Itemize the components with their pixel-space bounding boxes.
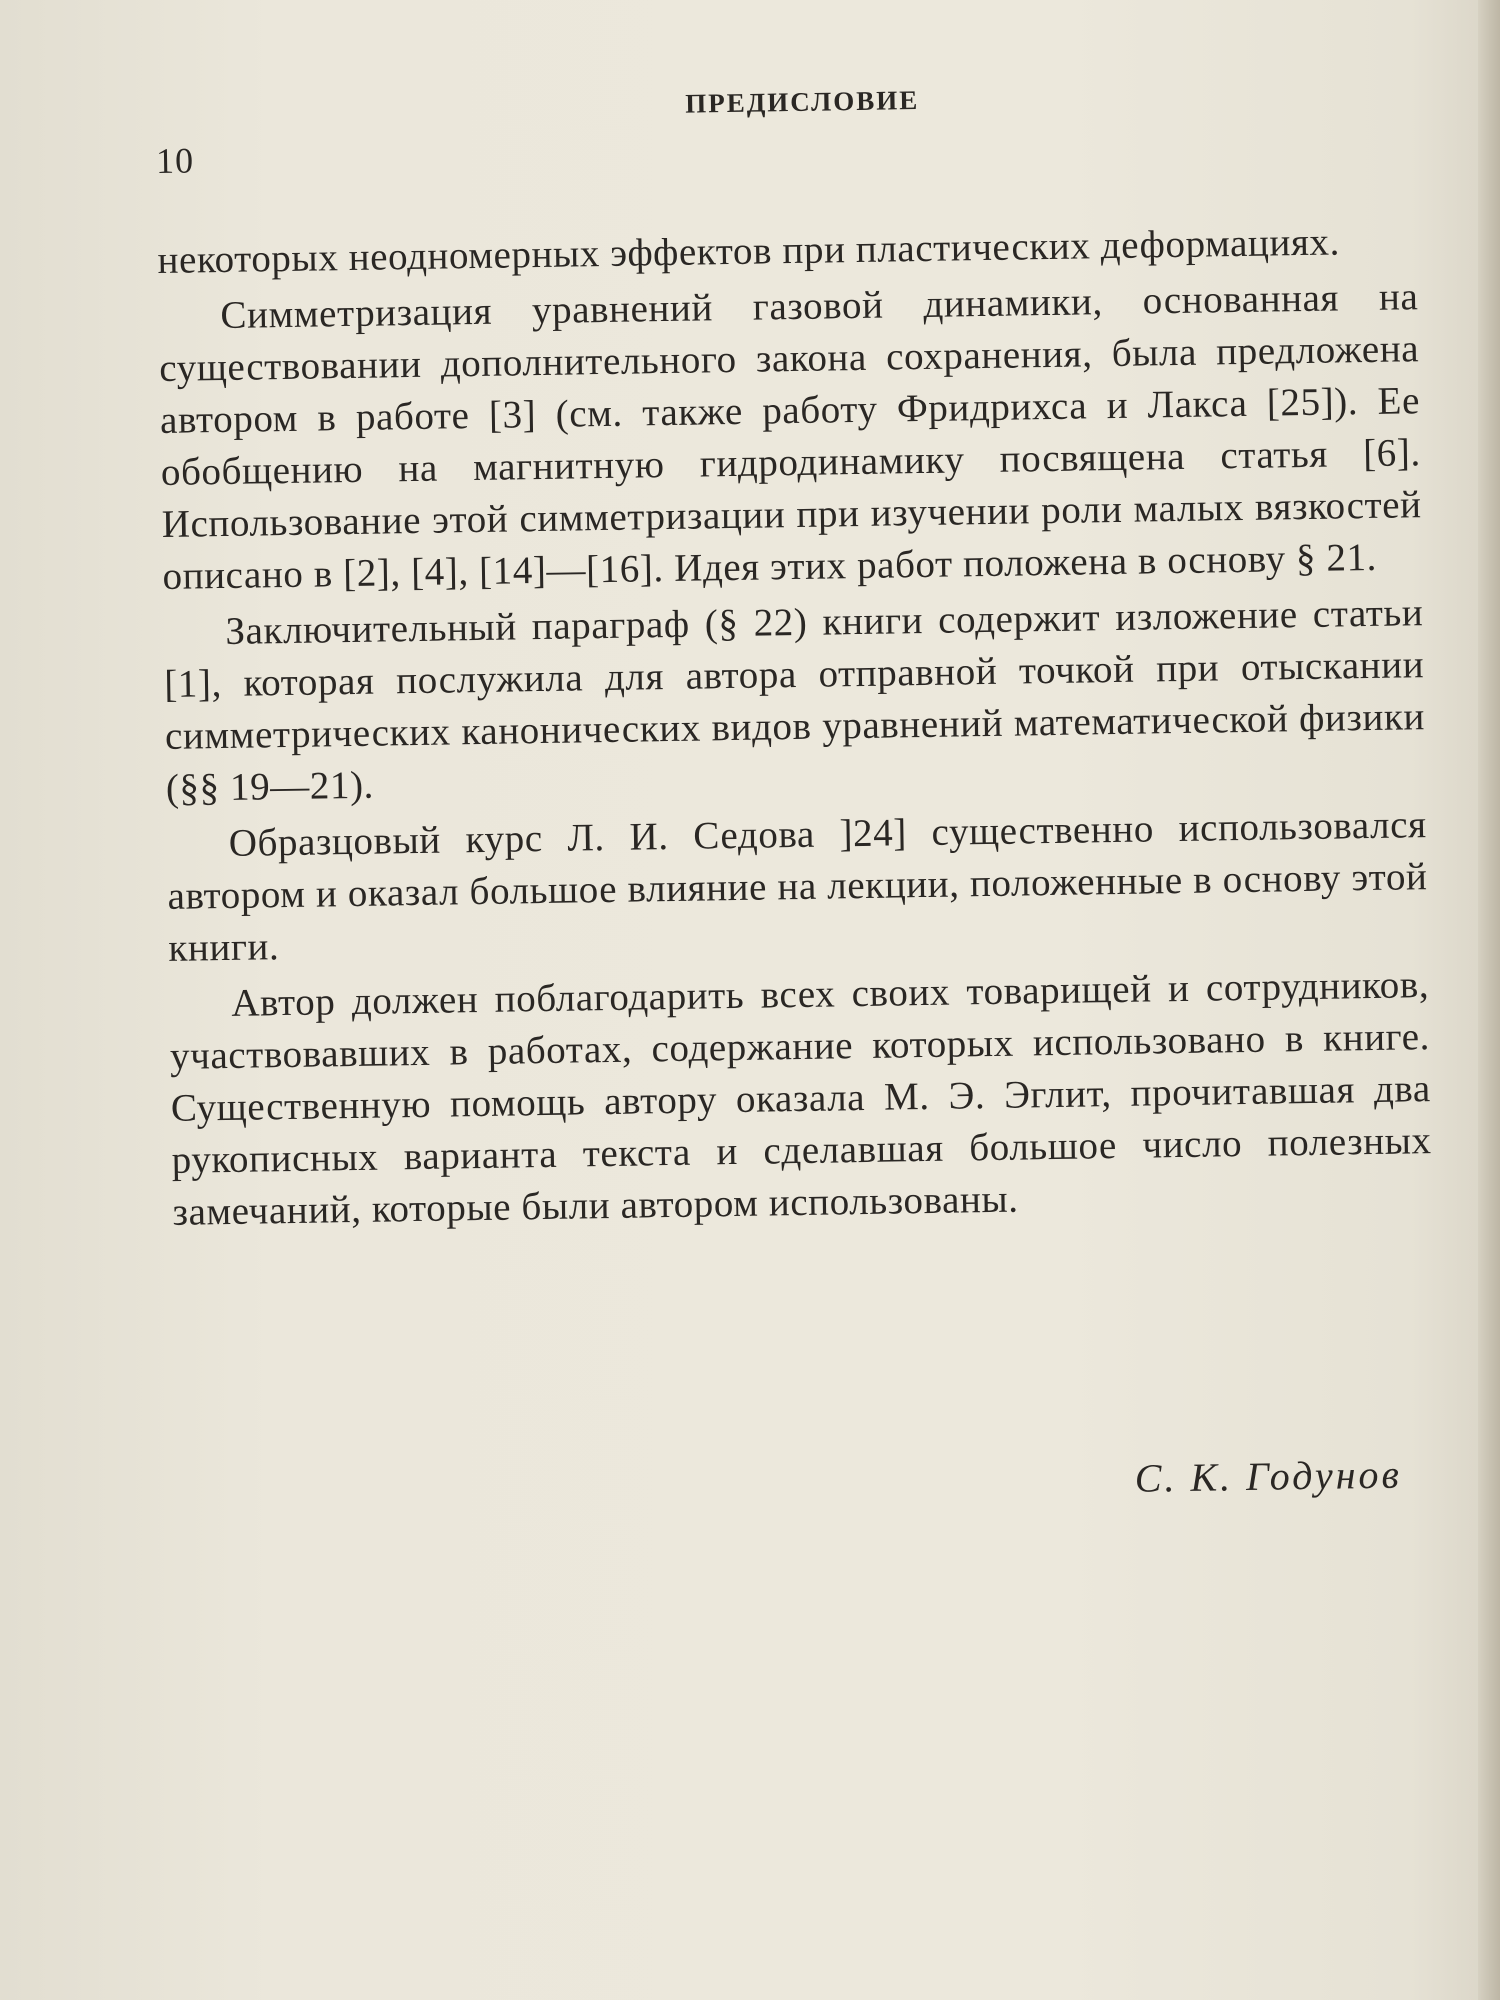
paragraph-acknowledgements: Автор должен поблагодарить всех своих товарищей и сотрудников, участвовавших в работах, содержание которых использовано в книге. Существенную помощь автору оказала М. Э. Эглит, прочитавшая два рукописных варианта текста и сделавшая большое число полезных замечаний, которые были автором использованы. <box>169 963 1432 1234</box>
paragraph-final-section: Заключительный параграф (§ 22) книги содержит изложение статьи [1], которая послужила для автора отправной точкой при отыскании симметрических канонических видов уравнений математической физики (§§ 19—21). <box>163 591 1426 810</box>
page-edge <box>1478 0 1500 2000</box>
paragraph-symmetrization: Симметризация уравнений газовой динамики, основанная на существовании дополнительного закона сохранения, была предложена автором в работе [3] (см. также работу Фридрихса и Лакса [25]). Ее обобщению на магнитную гидродинамику посвящена статья [6]. Использование этой симметризации при изучении роли малых вязкостей описано в [2], [4], [14]—[16]. Идея этих работ положена в основу § 21. <box>158 275 1422 598</box>
running-head <box>155 75 1416 181</box>
author-signature: С. К. Годунов <box>1134 1451 1403 1501</box>
running-head-title: ПРЕДИСЛОВИЕ <box>684 84 920 119</box>
paragraph-sedov-course: Образцовый курс Л. И. Седова ]24] существенно использовался автором и оказал большое влияние на лекции, положенные в основу этой книги. <box>167 803 1428 970</box>
page-content <box>155 75 1432 1501</box>
page-number: 10 <box>155 140 195 181</box>
paragraph-continuation: некоторых неодномерных эффектов при пластических деформациях. <box>157 220 1341 282</box>
body-text <box>157 215 1433 1243</box>
